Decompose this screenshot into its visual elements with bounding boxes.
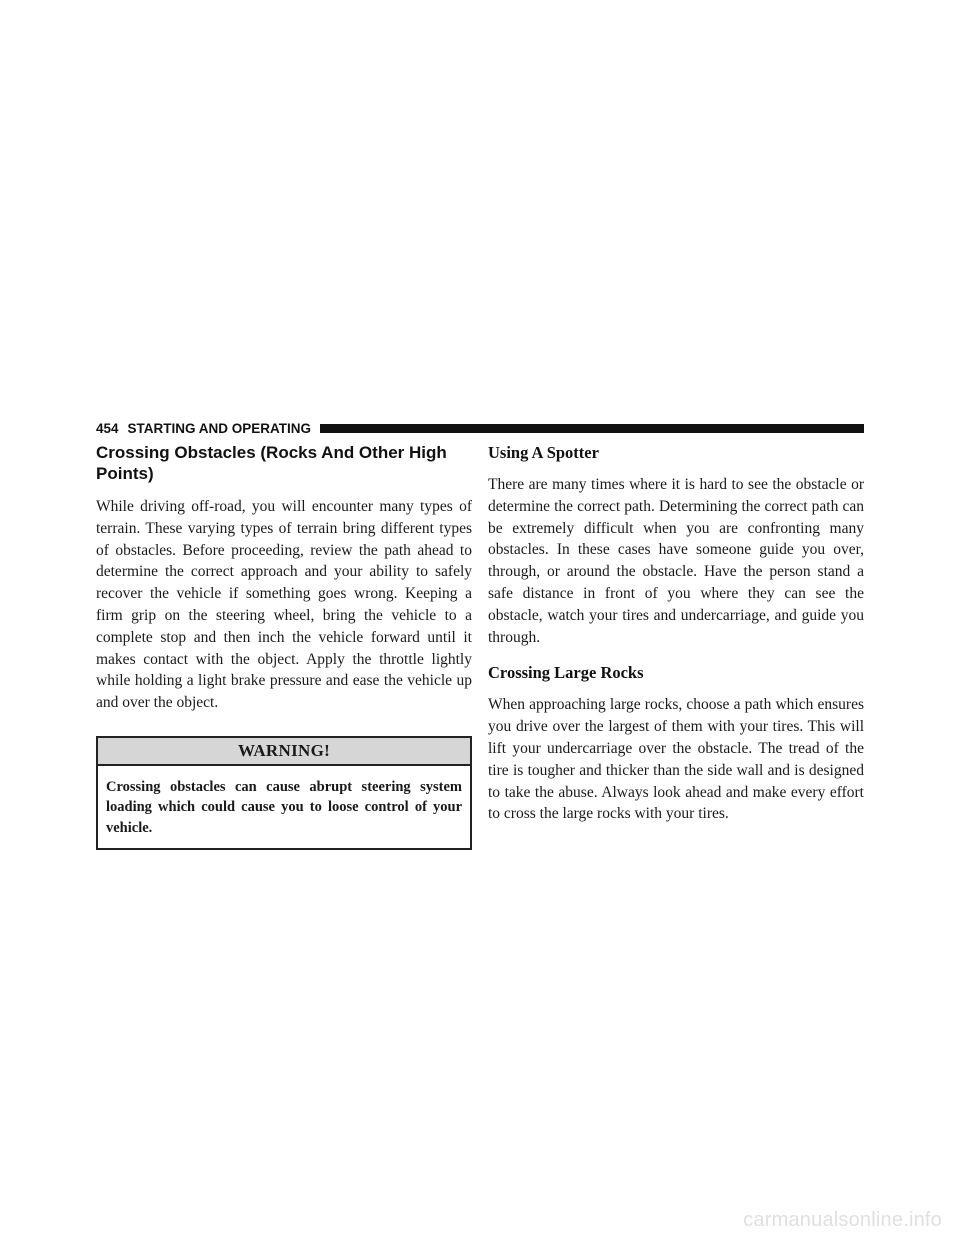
warning-box bbox=[96, 736, 472, 851]
subheading-crossing-large-rocks: Crossing Large Rocks bbox=[488, 663, 644, 683]
warning-title: WARNING! bbox=[98, 738, 470, 766]
body-paragraph: When approaching large rocks, choose a path which ensures you drive over the largest of them with your tires. This will lift your undercarriage over the obstacle. The tread of the tire is tougher and thicker than the side wall and is designed to take the abuse. Always look ahead and make every effort to cross the large rocks with your tires. bbox=[488, 696, 864, 823]
section-heading-crossing-obstacles: Crossing Obstacles (Rocks And Other High Points) bbox=[96, 443, 447, 483]
section-title: STARTING AND OPERATING bbox=[127, 420, 312, 436]
watermark: carmanualsonline.info bbox=[743, 1209, 942, 1231]
body-paragraph: While driving off-road, you will encounter many types of terrain. These varying types of terrain bring different types of obstacles. Before proceeding, review the path ahead to determine the correct approach and your ability to safely recover the vehicle if something goes wrong. Keeping a firm grip on the steering wheel, bring the vehicle to a complete stop and then inch the vehicle forward until it makes contact with the object. Apply the throttle lightly while holding a light brake pressure and ease the vehicle up and over the object. bbox=[96, 498, 472, 712]
right-column bbox=[488, 440, 864, 839]
page-number: 454 bbox=[96, 420, 119, 436]
left-column bbox=[96, 440, 472, 850]
body-paragraph: There are many times where it is hard to see the obstacle or determine the correct path. Determining the correct path can be extremely difficult when you are confronting many obstacles. In these cases have someone guide you over, through, or around the obstacle. Have the person stand a safe distance in front of you where they can see the obstacle, watch your tires and undercarriage, and guide you through. bbox=[488, 476, 864, 646]
header-rule bbox=[320, 424, 864, 433]
subheading-using-a-spotter: Using A Spotter bbox=[488, 443, 599, 462]
page-header bbox=[96, 418, 864, 438]
warning-text: Crossing obstacles can cause abrupt steering system loading which could cause you to loose control of your vehicle. bbox=[106, 778, 462, 836]
